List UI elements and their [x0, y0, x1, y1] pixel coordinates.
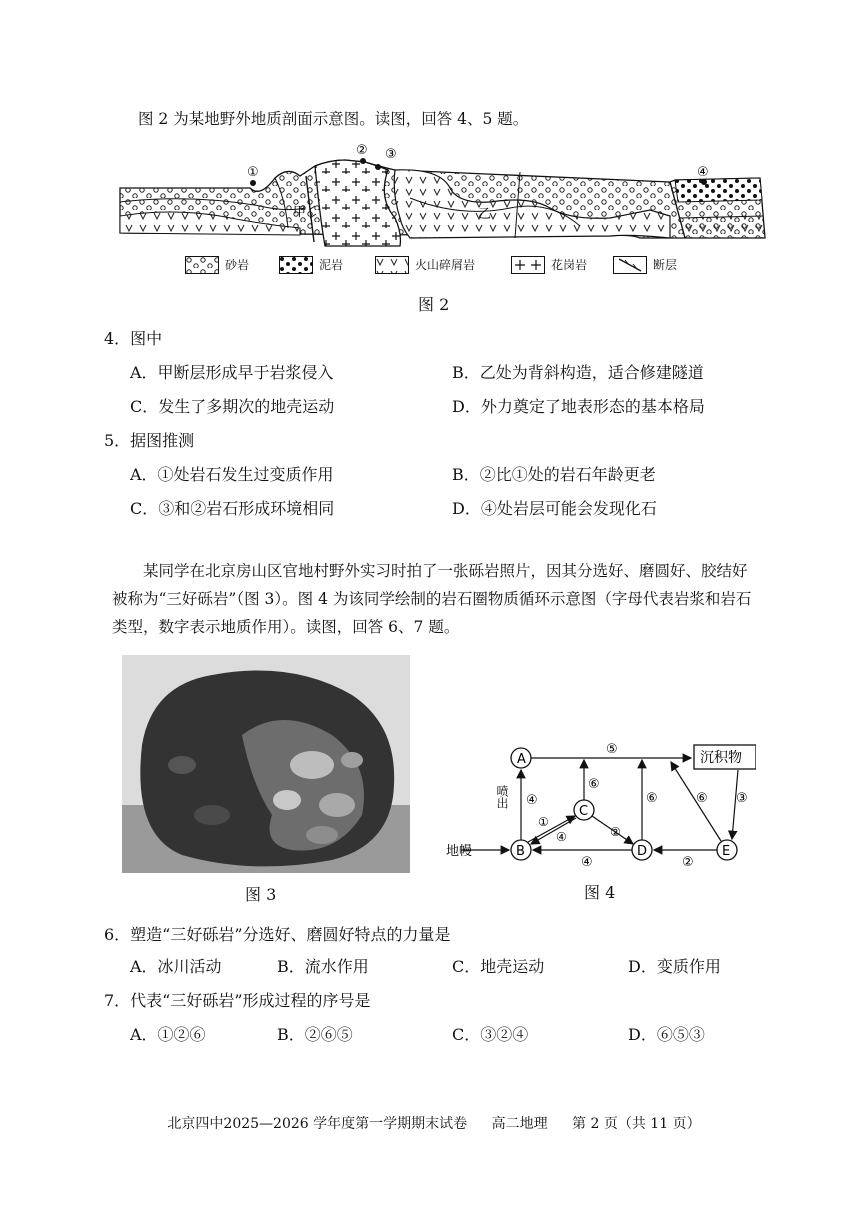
- volcanic-icon: [375, 256, 409, 274]
- q4-option-a[interactable]: A．甲断层形成早于岩浆侵入: [130, 363, 334, 382]
- q4-option-d[interactable]: D．外力奠定了地表形态的基本格局: [452, 397, 705, 416]
- granite-icon: [511, 256, 545, 274]
- point-2-label: ②: [356, 143, 368, 158]
- fig3-caption: 图 3: [245, 885, 277, 904]
- fig4-caption: 图 4: [584, 883, 616, 902]
- q5-stem: 5．据图推测: [104, 431, 195, 450]
- q6-option-b[interactable]: B．流水作用: [277, 957, 369, 976]
- label-6-e: ⑥: [696, 791, 708, 806]
- point-3-label: ③: [385, 147, 397, 162]
- q7-option-a[interactable]: A．①②⑥: [130, 1025, 206, 1044]
- q5-option-c[interactable]: C．③和②岩石形成环境相同: [130, 499, 335, 518]
- q7-option-c[interactable]: C．③②④: [452, 1025, 529, 1044]
- conglomerate-photo: [122, 655, 410, 873]
- fig2-caption: 图 2: [418, 295, 450, 314]
- point-3-marker: [375, 164, 381, 170]
- label-5-top: ⑤: [606, 742, 618, 757]
- label-6-d: ⑥: [646, 791, 658, 806]
- node-c-label: C: [579, 804, 589, 819]
- footer-subject: 高二地理: [491, 1116, 548, 1132]
- label-2-ed: ②: [682, 855, 694, 868]
- q7-stem: 7．代表“三好砾岩”形成过程的序号是: [104, 991, 371, 1010]
- fault-icon: [613, 256, 647, 274]
- q6-option-d[interactable]: D．变质作用: [628, 957, 721, 976]
- node-e-label: E: [722, 844, 731, 859]
- sediment-label: 沉积物: [700, 750, 742, 766]
- legend-fault-label: 断层: [653, 258, 678, 272]
- q6-option-a[interactable]: A．冰川活动: [130, 957, 222, 976]
- q7-option-d[interactable]: D．⑥⑤③: [628, 1025, 705, 1044]
- label-mantle: 地幔: [446, 844, 473, 859]
- area-yi-label: 乙: [478, 207, 492, 222]
- footer-school: 北京四中2025—2026 学年度第一学期期末试卷: [167, 1116, 468, 1132]
- q4-option-b[interactable]: B．乙处为背斜构造，适合修建隧道: [452, 363, 704, 382]
- rock-cycle-diagram: [446, 740, 756, 868]
- legend-volcanic-label: 火山碎屑岩: [415, 258, 476, 272]
- mudstone-icon: [279, 256, 313, 274]
- fig2-legend: [185, 253, 725, 279]
- sandstone-icon: [185, 256, 219, 274]
- footer-page-number: 第 2 页（共 11 页）: [572, 1116, 701, 1132]
- q6-option-c[interactable]: C．地壳运动: [452, 957, 545, 976]
- intro-fig34: 某同学在北京房山区官地村野外实习时拍了一张砾岩照片，因其分选好、磨圆好、胶结好被称为“三好砾岩”（图 3）。图 4 为该同学绘制的岩石圈物质循环示意图（字母代表岩浆和岩石类型，数字表示地质作用）。读图，回答 6、7 题。: [112, 562, 752, 636]
- point-1-marker: [250, 180, 256, 186]
- point-4-label: ④: [697, 165, 709, 180]
- node-d-label: D: [637, 844, 648, 859]
- q7-option-b[interactable]: B．②⑥⑤: [277, 1025, 353, 1044]
- q5-option-b[interactable]: B．②比①处的岩石年龄更老: [452, 465, 656, 484]
- point-2-marker: [360, 158, 366, 164]
- page-footer: [0, 1113, 868, 1133]
- q5-option-d[interactable]: D．④处岩层可能会发现化石: [452, 499, 657, 518]
- q4-option-c[interactable]: C．发生了多期次的地壳运动: [130, 397, 335, 416]
- label-2-cd: ②: [610, 825, 621, 839]
- area-jia-label: 甲: [293, 205, 307, 220]
- q6-stem: 6．塑造“三好砾岩”分选好、磨圆好特点的力量是: [104, 925, 451, 944]
- label-4-db: ④: [581, 855, 593, 868]
- label-penchu: 喷出: [495, 785, 509, 809]
- label-1: ①: [538, 815, 549, 829]
- point-1-label: ①: [247, 165, 259, 180]
- legend-sandstone-label: 砂岩: [225, 258, 250, 272]
- label-4-left: ④: [526, 793, 538, 808]
- legend-mudstone-label: 泥岩: [319, 258, 344, 272]
- q4-stem: 4．图中: [104, 329, 163, 348]
- label-4-bc: ④: [556, 830, 567, 844]
- node-a-label: A: [517, 752, 526, 767]
- node-b-label: B: [516, 844, 525, 859]
- legend-granite-label: 花岗岩: [551, 258, 588, 272]
- intro-fig2: 图 2 为某地野外地质剖面示意图。读图，回答 4、5 题。: [138, 110, 529, 128]
- label-6-c: ⑥: [588, 777, 600, 792]
- label-3: ③: [736, 791, 748, 806]
- q5-option-a[interactable]: A．①处岩石发生过变质作用: [130, 465, 334, 484]
